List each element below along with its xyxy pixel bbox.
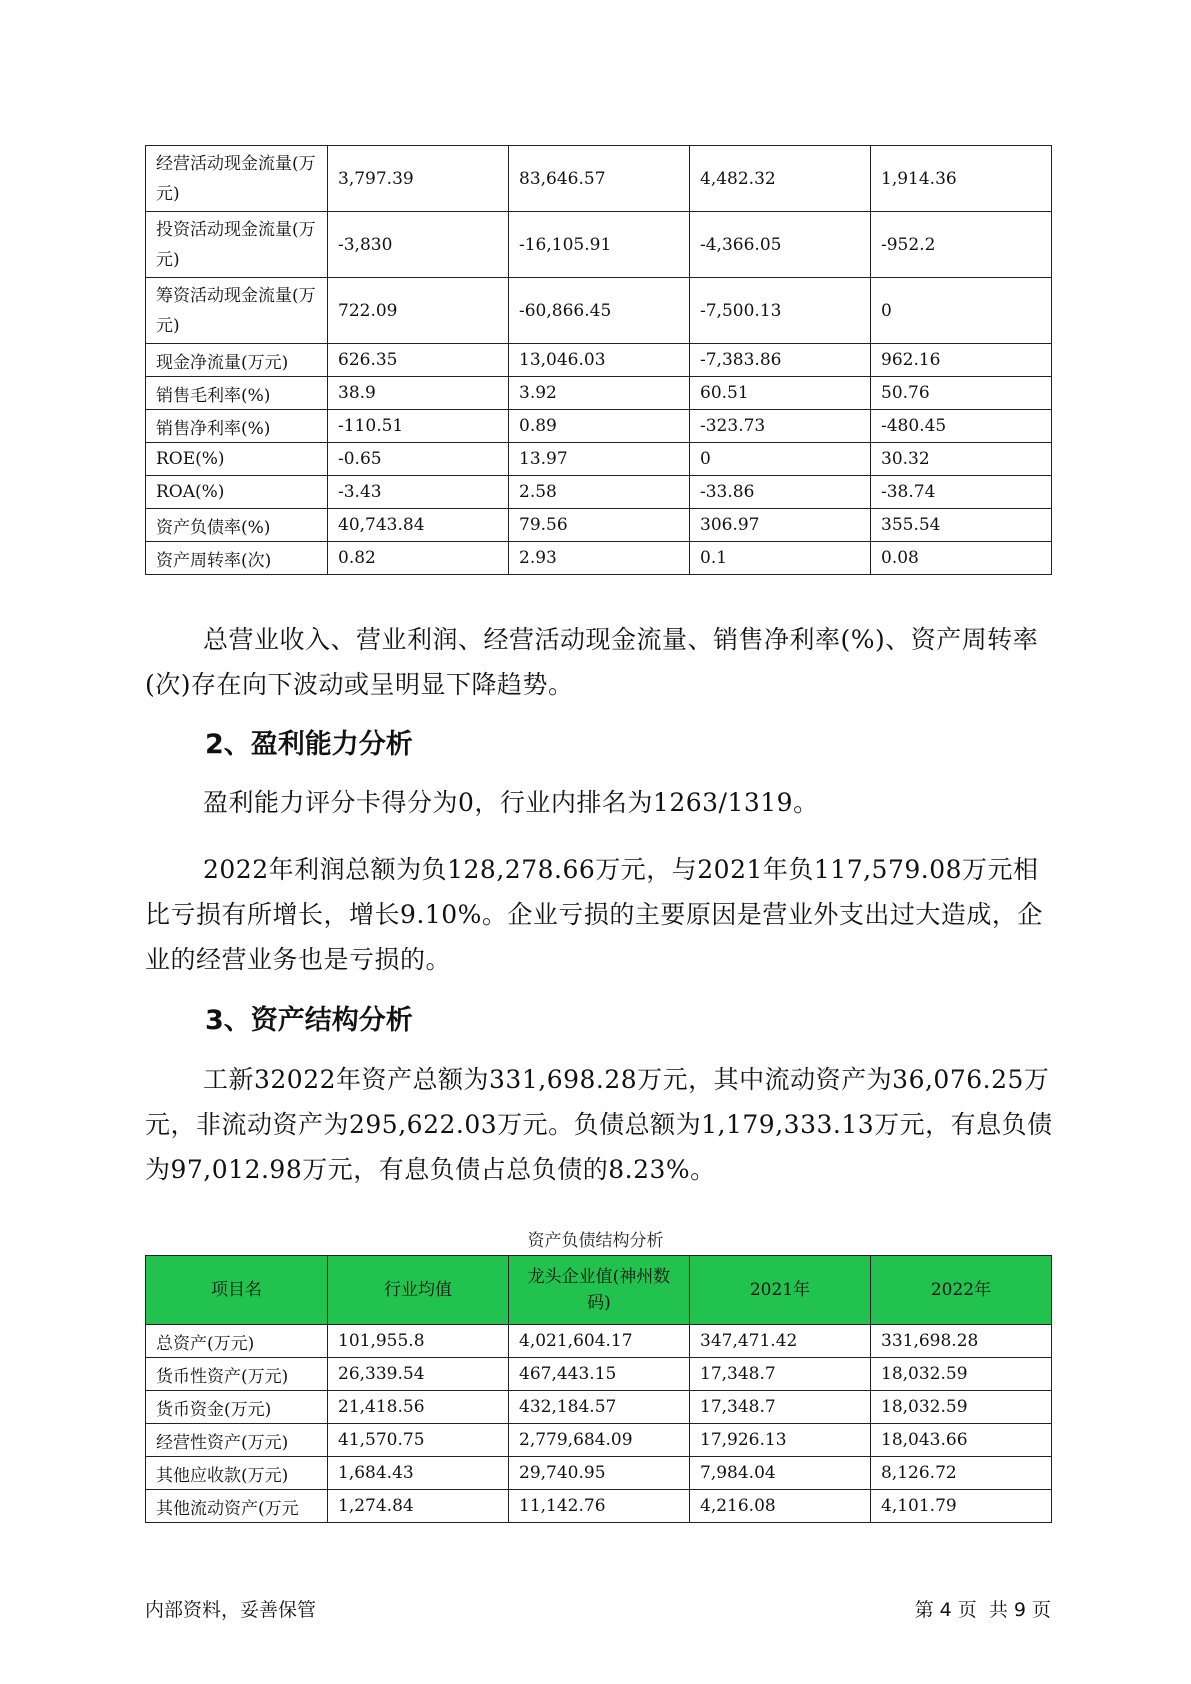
cell: 38.9 (328, 377, 509, 410)
cell: -16,105.91 (509, 212, 690, 278)
table-row (146, 1358, 1052, 1391)
table-row (146, 1457, 1052, 1490)
cell: 40,743.84 (328, 509, 509, 542)
cell: 626.35 (328, 344, 509, 377)
financial-indicator-table (145, 145, 1052, 575)
cell: -952.2 (871, 212, 1052, 278)
table-row (146, 1490, 1052, 1523)
cell: 331,698.28 (871, 1325, 1052, 1358)
cell: 41,570.75 (328, 1424, 509, 1457)
row-label: 其他应收款(万元) (146, 1457, 328, 1490)
cell: 4,482.32 (690, 146, 871, 212)
cell: 50.76 (871, 377, 1052, 410)
cell: 3,797.39 (328, 146, 509, 212)
cell: 0.82 (328, 542, 509, 575)
cell: 79.56 (509, 509, 690, 542)
cell: 722.09 (328, 278, 509, 344)
cell: 2.93 (509, 542, 690, 575)
cell: -323.73 (690, 410, 871, 443)
cell: 13,046.03 (509, 344, 690, 377)
row-label: 其他流动资产(万元 (146, 1490, 328, 1523)
table-row (146, 1325, 1052, 1358)
cell: 18,032.59 (871, 1358, 1052, 1391)
row-label: 经营活动现金流量(万元) (146, 146, 328, 212)
column-header: 行业均值 (328, 1256, 509, 1325)
cell: 1,914.36 (871, 146, 1052, 212)
trend-paragraph: 总营业收入、营业利润、经营活动现金流量、销售净利率(%)、资产周转率(次)存在向下波动或呈明显下降趋势。 (145, 625, 1039, 699)
column-header: 2022年 (871, 1256, 1052, 1325)
cell: -0.65 (328, 443, 509, 476)
column-header: 项目名 (146, 1256, 328, 1325)
asset-paragraph: 工新32022年资产总额为331,698.28万元，其中流动资产为36,076.25万元，非流动资产为295,622.03万元。负债总额为1,179,333.13万元，有息负债为97,012.98万元，有息负债占总负债的8.23%。 (145, 1065, 1053, 1184)
row-label: 投资活动现金流量(万元) (146, 212, 328, 278)
score-paragraph: 盈利能力评分卡得分为0，行业内排名为1263/1319。 (203, 788, 819, 817)
cell: 347,471.42 (690, 1325, 871, 1358)
cell: 101,955.8 (328, 1325, 509, 1358)
table-row (146, 476, 1052, 509)
footer-confidential-note: 内部资料，妥善保管 (145, 1599, 317, 1621)
cell: 30.32 (871, 443, 1052, 476)
table-row (146, 212, 1052, 278)
row-label: 现金净流量(万元) (146, 344, 328, 377)
cell: -3.43 (328, 476, 509, 509)
column-header: 龙头企业值(神州数码) (509, 1256, 690, 1325)
cell: -38.74 (871, 476, 1052, 509)
cell: 13.97 (509, 443, 690, 476)
table-row (146, 344, 1052, 377)
cell: 17,926.13 (690, 1424, 871, 1457)
section-heading-profitability: 2、盈利能力分析 (205, 729, 413, 760)
cell: 3.92 (509, 377, 690, 410)
cell: 21,418.56 (328, 1391, 509, 1424)
table-row (146, 278, 1052, 344)
cell: 432,184.57 (509, 1391, 690, 1424)
cell: 11,142.76 (509, 1490, 690, 1523)
table-caption: 资产负债结构分析 (527, 1231, 664, 1251)
cell: 17,348.7 (690, 1358, 871, 1391)
cell: -4,366.05 (690, 212, 871, 278)
row-label: ROE(%) (146, 443, 328, 476)
table-row (146, 146, 1052, 212)
cell: 2,779,684.09 (509, 1424, 690, 1457)
cell: 1,684.43 (328, 1457, 509, 1490)
cell: -480.45 (871, 410, 1052, 443)
cell: 4,021,604.17 (509, 1325, 690, 1358)
row-label: 筹资活动现金流量(万元) (146, 278, 328, 344)
cell: 0.89 (509, 410, 690, 443)
cell: 355.54 (871, 509, 1052, 542)
cell: 4,216.08 (690, 1490, 871, 1523)
row-label: 销售净利率(%) (146, 410, 328, 443)
table-row (146, 410, 1052, 443)
footer-page-number: 第 4 页 共 9 页 (914, 1599, 1051, 1621)
row-label: 经营性资产(万元) (146, 1424, 328, 1457)
cell: 26,339.54 (328, 1358, 509, 1391)
cell: 0 (690, 443, 871, 476)
table-row (146, 509, 1052, 542)
profit-paragraph: 2022年利润总额为负128,278.66万元，与2021年负117,579.08万元相比亏损有所增长，增长9.10%。企业亏损的主要原因是营业外支出过大造成，企业的经营业务也是亏损的。 (145, 855, 1043, 974)
cell: 0 (871, 278, 1052, 344)
table-row (146, 443, 1052, 476)
cell: 60.51 (690, 377, 871, 410)
row-label: 资产周转率(次) (146, 542, 328, 575)
cell: 0.1 (690, 542, 871, 575)
row-label: 总资产(万元) (146, 1325, 328, 1358)
cell: 18,043.66 (871, 1424, 1052, 1457)
table-row (146, 1391, 1052, 1424)
row-label: 货币资金(万元) (146, 1391, 328, 1424)
cell: -110.51 (328, 410, 509, 443)
row-label: 货币性资产(万元) (146, 1358, 328, 1391)
cell: 1,274.84 (328, 1490, 509, 1523)
cell: -60,866.45 (509, 278, 690, 344)
section-heading-asset-structure: 3、资产结构分析 (205, 1005, 413, 1036)
cell: -33.86 (690, 476, 871, 509)
cell: 306.97 (690, 509, 871, 542)
table-row (146, 1424, 1052, 1457)
cell: -7,383.86 (690, 344, 871, 377)
cell: -3,830 (328, 212, 509, 278)
cell: 0.08 (871, 542, 1052, 575)
column-header: 2021年 (690, 1256, 871, 1325)
cell: 18,032.59 (871, 1391, 1052, 1424)
table-row (146, 377, 1052, 410)
cell: 467,443.15 (509, 1358, 690, 1391)
cell: 83,646.57 (509, 146, 690, 212)
row-label: 销售毛利率(%) (146, 377, 328, 410)
cell: 962.16 (871, 344, 1052, 377)
cell: 29,740.95 (509, 1457, 690, 1490)
cell: 2.58 (509, 476, 690, 509)
balance-sheet-structure-table (145, 1255, 1052, 1523)
cell: -7,500.13 (690, 278, 871, 344)
table-row (146, 542, 1052, 575)
cell: 17,348.7 (690, 1391, 871, 1424)
cell: 4,101.79 (871, 1490, 1052, 1523)
cell: 8,126.72 (871, 1457, 1052, 1490)
cell: 7,984.04 (690, 1457, 871, 1490)
row-label: 资产负债率(%) (146, 509, 328, 542)
row-label: ROA(%) (146, 476, 328, 509)
table-header-row (146, 1256, 1052, 1325)
